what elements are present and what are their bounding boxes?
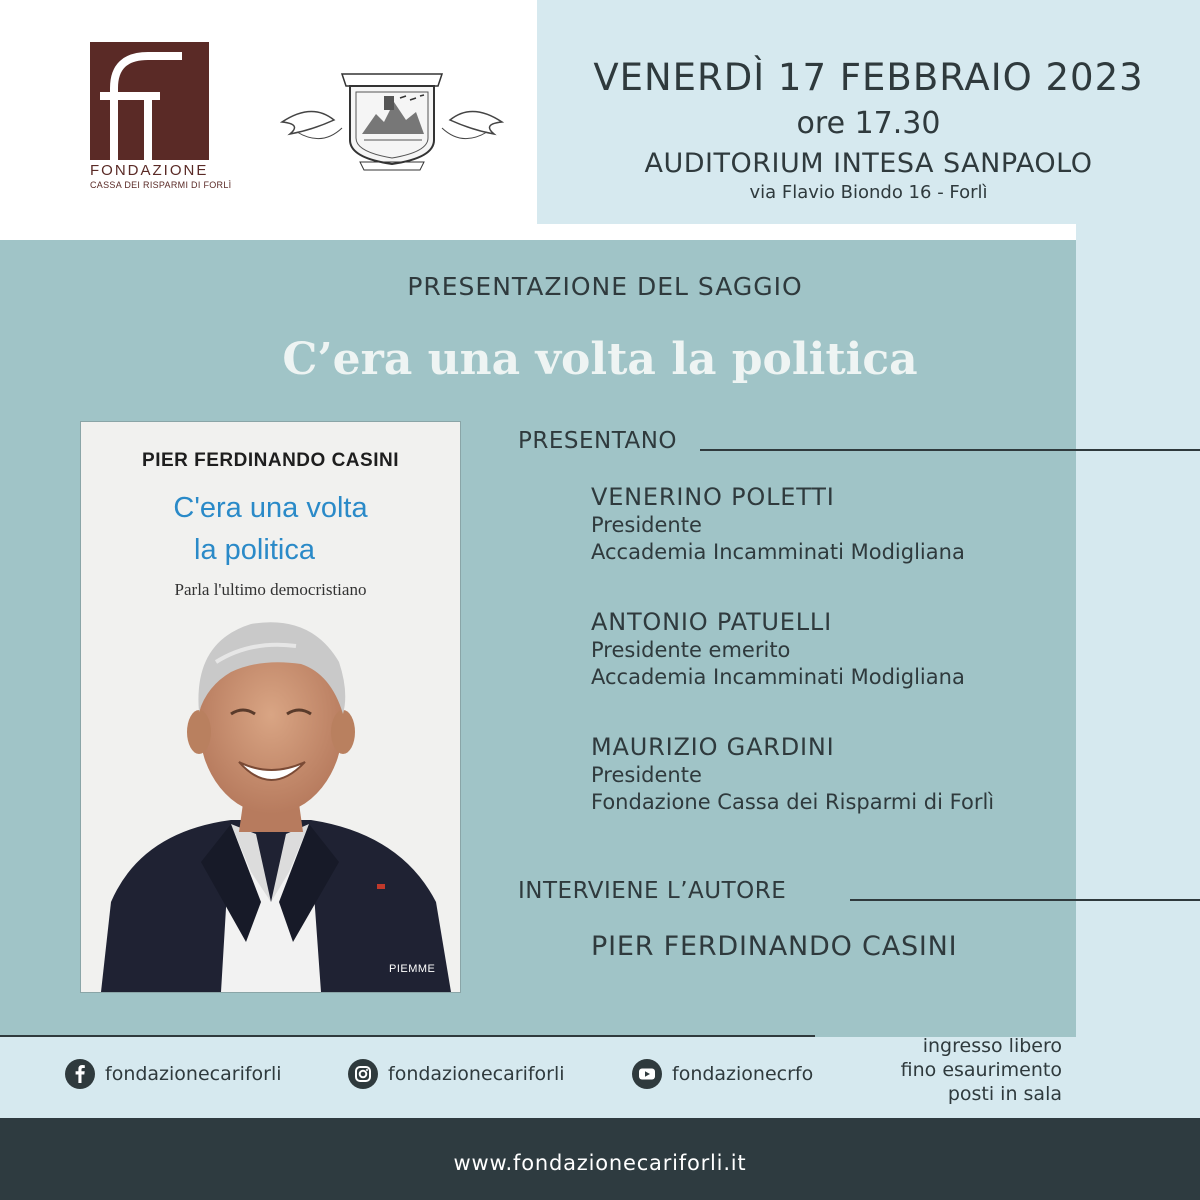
youtube-icon (632, 1059, 662, 1089)
academy-crest-icon (272, 62, 512, 172)
fondazione-logo (90, 42, 232, 192)
website-link[interactable]: www.fondazionecariforli.it (453, 1151, 747, 1175)
facebook-icon (65, 1059, 95, 1089)
footer-divider (0, 1035, 815, 1037)
youtube-link[interactable] (632, 1058, 813, 1090)
author-portrait (81, 602, 460, 992)
speaker-entry (591, 607, 965, 691)
speaker-entry (591, 732, 994, 816)
entry-note (850, 1034, 1062, 1106)
logo-subtitle: CASSA DEI RISPARMI DI FORLÌ (90, 180, 232, 190)
instagram-icon (348, 1059, 378, 1089)
speaker-entry (591, 482, 965, 566)
speakers-heading: PRESENTANO (518, 428, 678, 454)
event-date: VENERDÌ 17 FEBBRAIO 2023 (593, 56, 1144, 99)
youtube-handle: fondazionecrfo (672, 1063, 814, 1085)
author-heading: INTERVIENE L’AUTORE (518, 878, 787, 904)
speaker-name: VENERINO POLETTI (591, 483, 835, 511)
event-address: via Flavio Biondo 16 - Forlì (749, 182, 988, 203)
book-cover-image (80, 421, 461, 993)
speaker-role: Presidente (591, 763, 702, 787)
logo-name: FONDAZIONE (90, 162, 209, 179)
facebook-handle: fondazionecariforli (105, 1063, 282, 1085)
speaker-role: Presidente (591, 513, 702, 537)
presentation-label: PRESENTAZIONE DEL SAGGIO (407, 272, 803, 301)
divider (850, 899, 1200, 901)
cover-publisher: PIEMME (389, 963, 436, 975)
speaker-organization: Accademia Incamminati Modigliana (591, 665, 965, 689)
speaker-name: ANTONIO PATUELLI (591, 608, 832, 636)
event-time: ore 17.30 (796, 106, 941, 141)
cover-title-line2: la politica (194, 534, 315, 566)
speaker-organization: Fondazione Cassa dei Risparmi di Forlì (591, 790, 995, 814)
author-name: PIER FERDINANDO CASINI (591, 931, 958, 962)
entry-note-line: posti in sala (947, 1083, 1062, 1105)
instagram-link[interactable] (348, 1058, 565, 1090)
speaker-name: MAURIZIO GARDINI (591, 733, 835, 761)
speaker-role: Presidente emerito (591, 638, 791, 662)
logo-f-mark (90, 42, 209, 160)
divider (700, 449, 1200, 451)
cover-subtitle: Parla l'ultimo democristiano (174, 580, 367, 599)
facebook-link[interactable] (65, 1058, 282, 1090)
event-venue: AUDITORIUM INTESA SANPAOLO (644, 148, 1093, 179)
entry-note-line: fino esaurimento (900, 1059, 1062, 1081)
instagram-handle: fondazionecariforli (388, 1063, 565, 1085)
speaker-organization: Accademia Incamminati Modigliana (591, 540, 965, 564)
cover-title-line1: C'era una volta (173, 492, 368, 524)
entry-note-line: ingresso libero (922, 1035, 1062, 1057)
cover-author: PIER FERDINANDO CASINI (142, 450, 399, 471)
book-title: C’era una volta la politica (282, 334, 918, 385)
